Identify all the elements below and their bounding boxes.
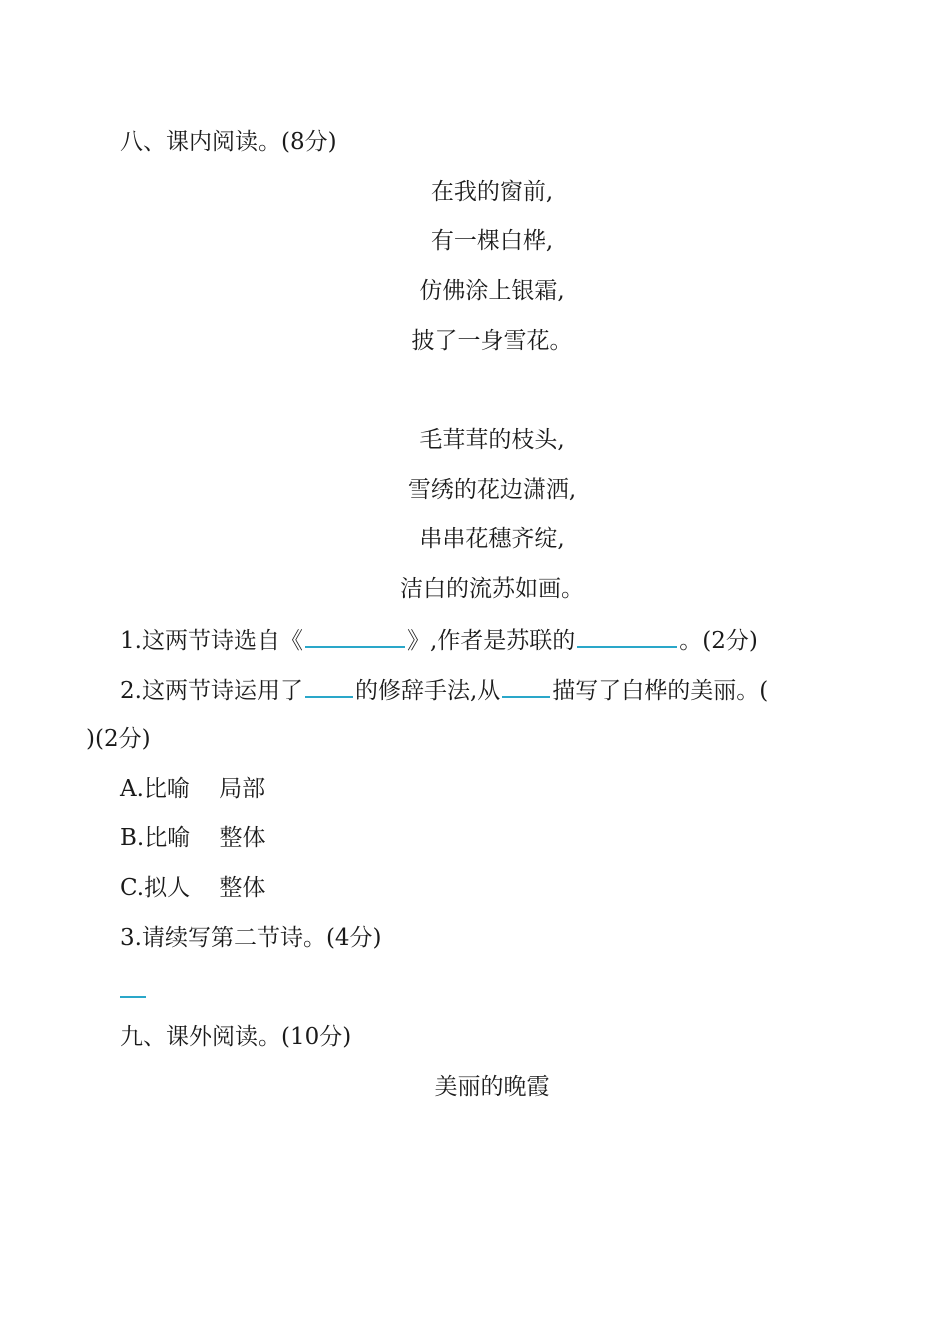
poem-line: 在我的窗前, [430, 179, 554, 205]
question-3: 3.请续写第二节诗。(4分) [120, 925, 382, 951]
poem-line: 洁白的流苏如画。 [400, 576, 584, 602]
question-1 [120, 624, 758, 656]
passage-title: 美丽的晚霞 [434, 1074, 550, 1100]
option-a[interactable]: A.比喻 局部 [120, 776, 266, 802]
question-2-text-c: 描写了白桦的美丽。( [552, 678, 769, 704]
question-2-text-b: 的修辞手法,从 [354, 678, 501, 704]
answer-blank[interactable] [305, 674, 353, 698]
poem-line: 雪绣的花边潇洒, [407, 477, 577, 503]
question-2 [120, 674, 768, 706]
option-b[interactable]: B.比喻 整体 [120, 825, 266, 851]
question-2-continuation: )(2分) [86, 726, 151, 752]
poem-line: 有一棵白桦, [430, 228, 554, 254]
answer-blank[interactable] [305, 624, 405, 648]
poem-line: 毛茸茸的枝头, [419, 427, 565, 453]
poem-line: 披了一身雪花。 [411, 328, 573, 354]
poem-line: 串串花穗齐绽, [419, 526, 565, 552]
question-1-text-b: 》,作者是苏联的 [406, 628, 576, 654]
question-2-text-a: 2.这两节诗运用了 [120, 678, 303, 704]
answer-line[interactable] [120, 996, 146, 998]
question-1-text-c: 。(2分) [679, 628, 758, 654]
question-1-text-a: 1.这两节诗选自《 [120, 628, 303, 654]
poem-line: 仿佛涂上银霜, [419, 278, 565, 304]
answer-blank[interactable] [502, 674, 550, 698]
section8-heading: 八、课内阅读。(8分) [120, 129, 337, 155]
option-c[interactable]: C.拟人 整体 [120, 875, 266, 901]
section9-heading: 九、课外阅读。(10分) [120, 1024, 352, 1050]
answer-blank[interactable] [577, 624, 677, 648]
